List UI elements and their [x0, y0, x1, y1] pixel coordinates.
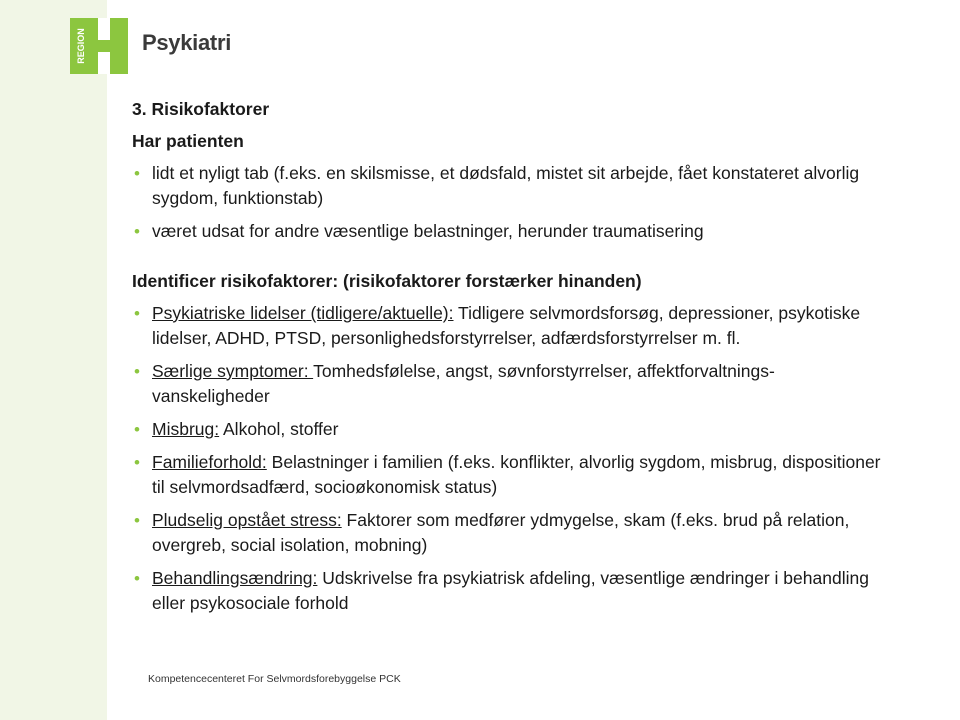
logo-name: Psykiatri: [142, 30, 232, 55]
list-item: [132, 219, 892, 244]
risk-label: Misbrug:: [152, 419, 220, 439]
bullet-icon: •: [134, 304, 140, 323]
risk-label: Behandlingsændring:: [152, 568, 318, 588]
bullet-icon: •: [134, 222, 140, 241]
list-item: [132, 508, 892, 558]
list-item: [132, 161, 892, 211]
list-item: [132, 301, 892, 351]
list-item: [132, 359, 892, 409]
risk-list: [132, 301, 892, 616]
slide-content: [132, 97, 892, 624]
list-item: [132, 566, 892, 616]
risk-text: Alkohol, stoffer: [219, 419, 339, 439]
risk-label: Psykiatriske lidelser (tidligere/aktuelle):: [152, 303, 454, 323]
list-item: [132, 450, 892, 500]
list-item-text: lidt et nyligt tab (f.eks. en skilsmisse, et dødsfald, mistet sit arbejde, fået konstateret alvorlig sygdom, funktionstab): [152, 163, 860, 208]
list-item-text: været udsat for andre væsentlige belastninger, herunder traumatisering: [152, 221, 704, 241]
risk-text: Tidligere selvmordsforsøg, depressioner, psykotiske lidelser, ADHD, PTSD, personlighedsforstyrrelser, adfærdsforstyrrelser m. fl.: [152, 303, 861, 348]
risk-text: Belastninger i familien (f.eks. konflikter, alvorlig sygdom, misbrug, dispositioner til selvmordsadfærd, socioøkonomisk status): [152, 452, 881, 497]
risk-text: Faktorer som medfører ydmygelse, skam (f.eks. brud på relation, overgreb, social isolation, mobning): [152, 510, 850, 555]
bullet-icon: •: [134, 569, 140, 588]
left-sidebar-band: [0, 0, 107, 720]
risk-label: Særlige symptomer:: [152, 361, 314, 381]
bullet-icon: •: [134, 420, 140, 439]
footer-text: Kompetencecenteret For Selvmordsforebyggelse PCK: [148, 673, 401, 685]
list-item: [132, 417, 892, 442]
slide-subheading: Har patienten: [132, 131, 244, 151]
logo-region-text: REGION: [76, 28, 86, 64]
risk-text: Tomhedsfølelse, angst, søvnforstyrrelser, affektforvaltnings-vanskeligheder: [152, 361, 775, 406]
bullet-icon: •: [134, 453, 140, 472]
risk-text: Udskrivelse fra psykiatrisk afdeling, væsentlige ændringer i behandling eller psykosociale forhold: [152, 568, 869, 613]
risk-label: Familieforhold:: [152, 452, 267, 472]
risk-label: Pludselig opstået stress:: [152, 510, 342, 530]
region-h-logo-icon: [70, 18, 128, 74]
section-title: Identificer risikofaktorer: (risikofaktorer forstærker hinanden): [132, 271, 642, 291]
bullet-icon: •: [134, 164, 140, 183]
bullet-icon: •: [134, 362, 140, 381]
intro-list: [132, 161, 892, 244]
bullet-icon: •: [134, 511, 140, 530]
slide-heading: 3. Risikofaktorer: [132, 99, 270, 119]
